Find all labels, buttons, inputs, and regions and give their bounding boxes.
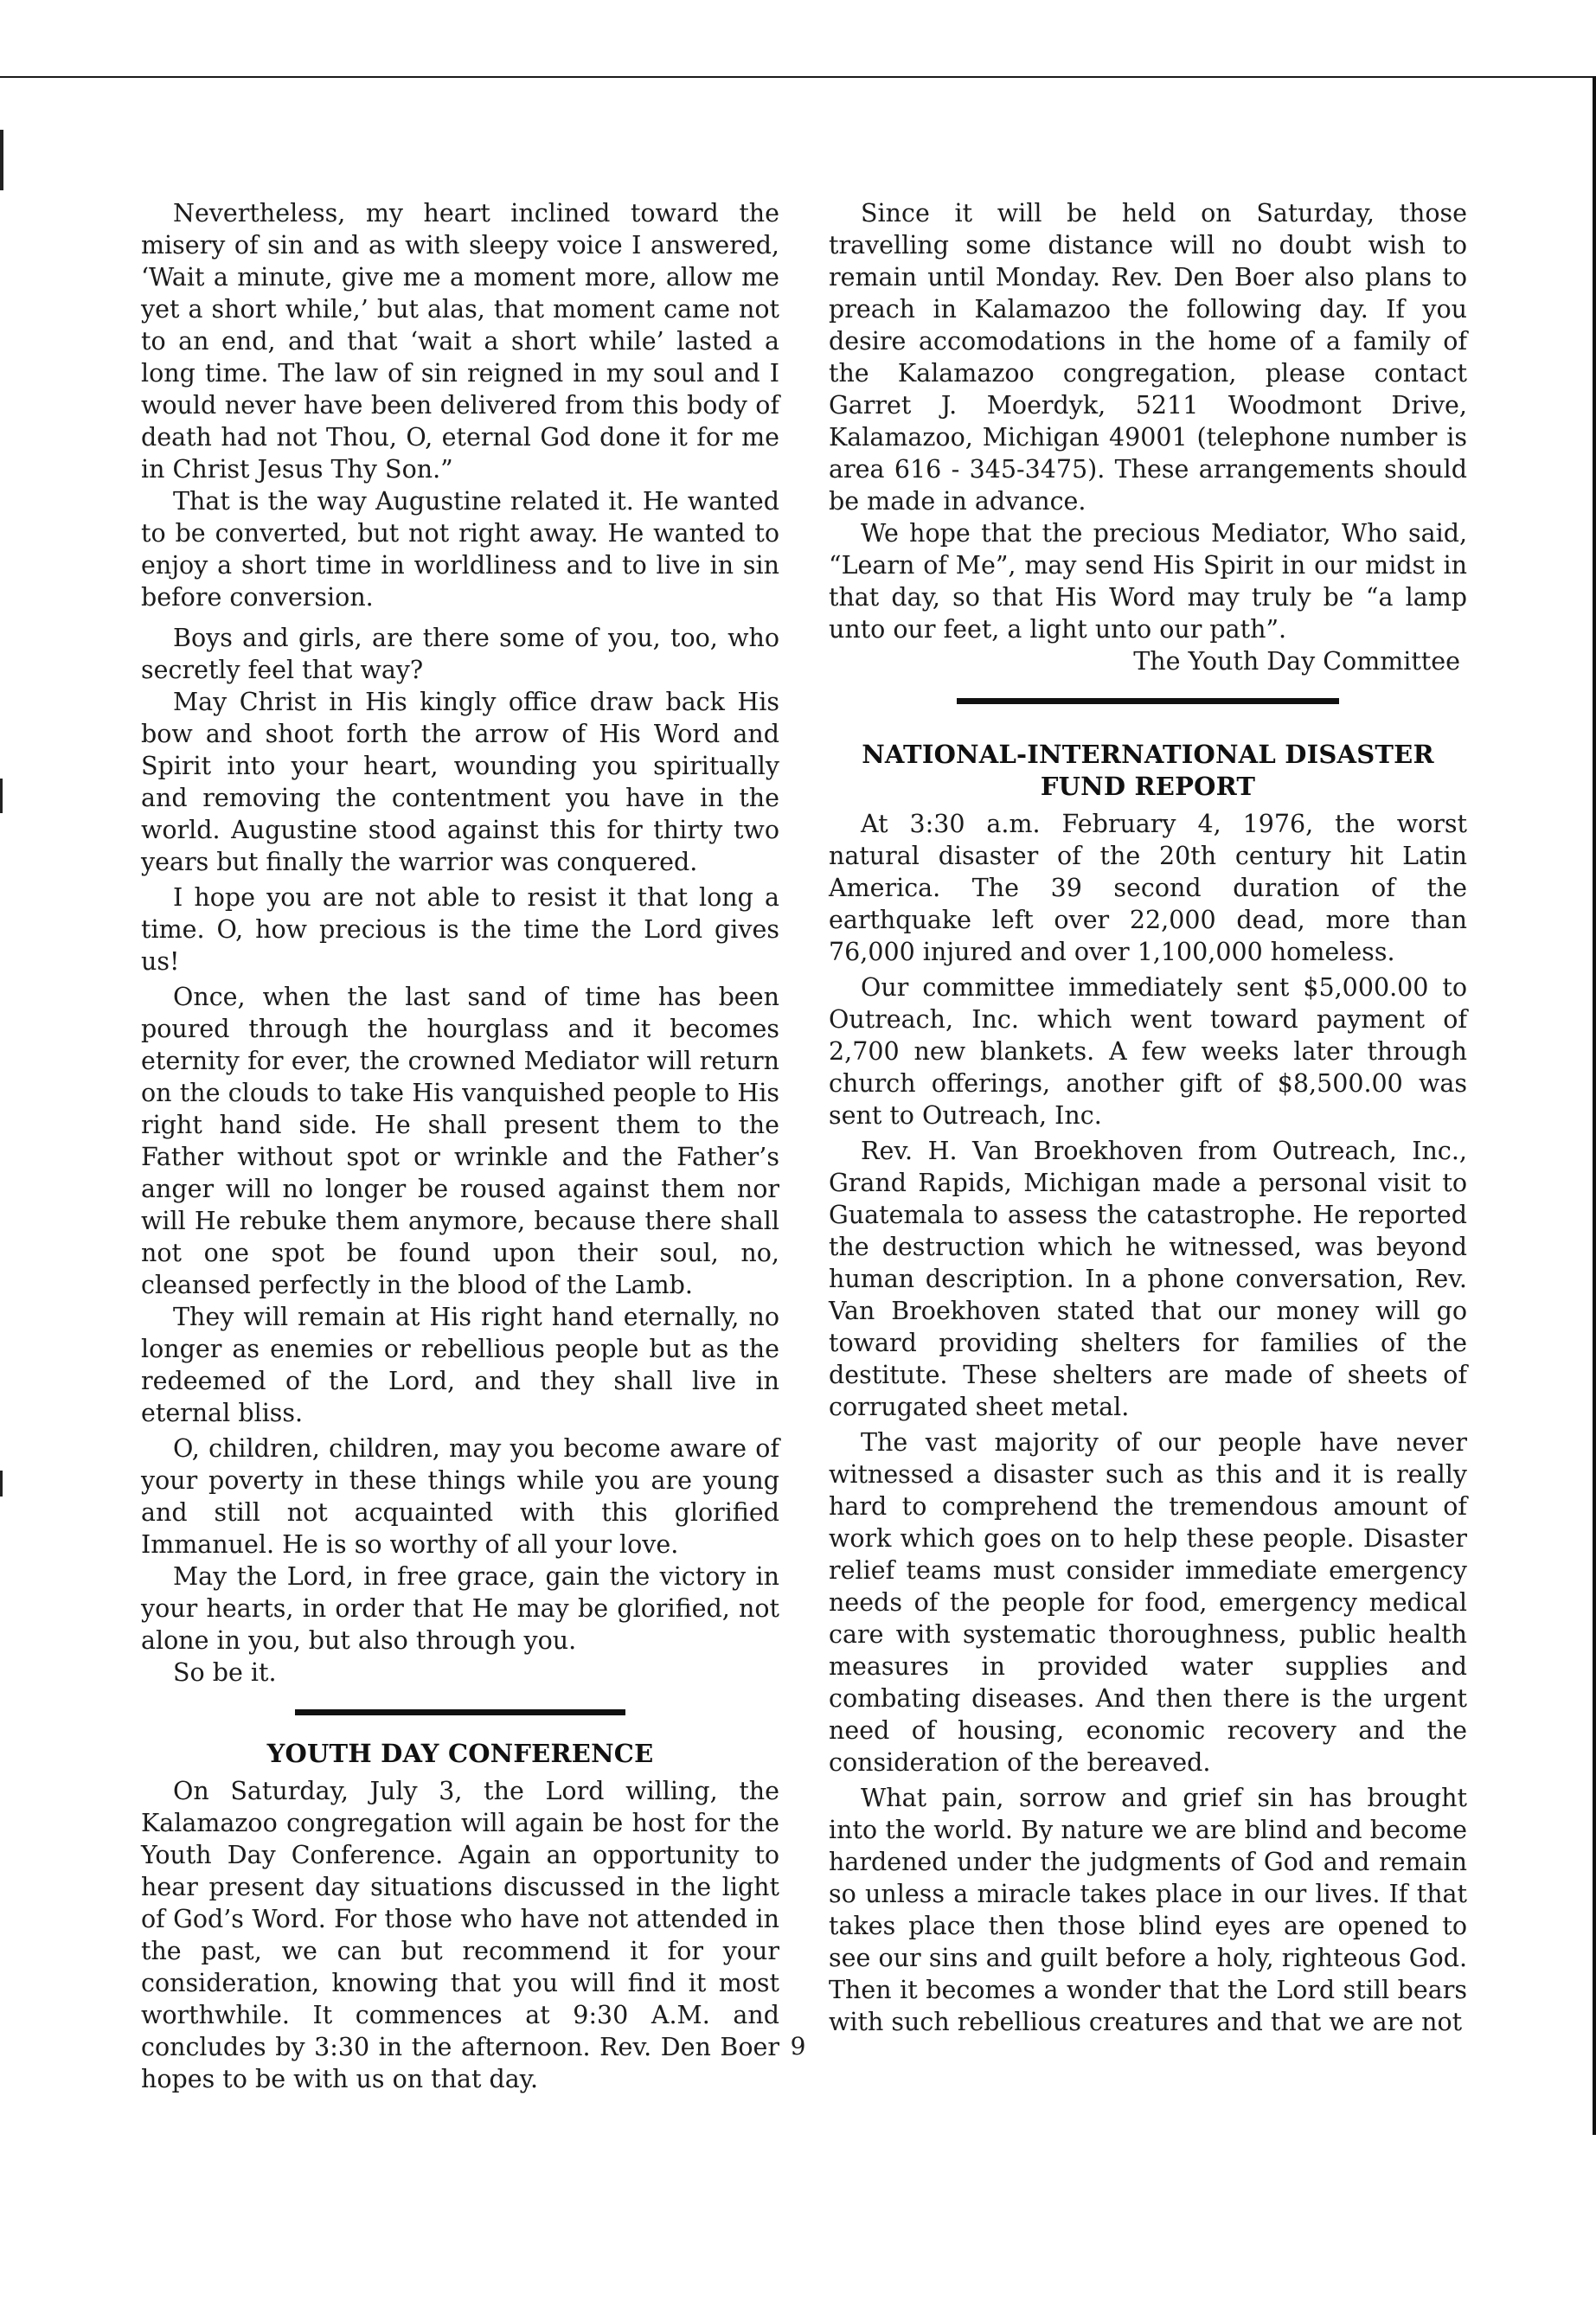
body-paragraph: That is the way Augustine related it. He wanted to be converted, but not right away. He wanted to enjoy a short time in worldliness and to live in sin before conversion. <box>141 487 779 612</box>
body-paragraph: May the Lord, in free grace, gain the victory in your hearts, in order that He may be glorified, not alone in you, but also through you. <box>141 1562 779 1655</box>
scan-left-mark <box>0 1471 3 1497</box>
body-paragraph: I hope you are not able to resist it that long a time. O, how precious is the time the Lord gives us! <box>141 883 779 976</box>
youth-day-paragraph: On Saturday, July 3, the Lord willing, the Kalamazoo congregation will again be host for the Youth Day Conference. Again an opportunity to hear present day situations discussed in the light of God’s Word. For those who have not attended in the past, we can but recommend it for your consideration, knowing that you will find it most worthwhile. It commences at 9:30 A.M. and concludes by 3:30 in the afternoon. Rev. Den Boer hopes to be with us on that day. <box>141 1777 779 2093</box>
disaster-fund-paragraph: Rev. H. Van Broekhoven from Outreach, Inc., Grand Rapids, Michigan made a personal visit to Guatemala to assess the catastrophe. He reported the destruction which he witnessed, was beyond human description. In a phone conversation, Rev. Van Broekhoven stated that our money will go toward providing shelters for families of the destitute. These shelters are made of sheets of corrugated sheet metal. <box>829 1137 1467 1421</box>
body-paragraph: O, children, children, may you become aware of your poverty in these things while you are young and still not acquainted with this glorified Immanuel. He is so worthy of all your love. <box>141 1434 779 1559</box>
disaster-fund-paragraph: At 3:30 a.m. February 4, 1976, the worst natural disaster of the 20th century hit Latin America. The 39 second duration of the earthquake left over 22,000 dead, more than 76,000 injured and over 1,100,000 homeless. <box>829 810 1467 966</box>
section-divider <box>295 1709 625 1715</box>
body-paragraph: They will remain at His right hand eternally, no longer as enemies or rebellious people but as the redeemed of the Lord, and they shall live in eternal bliss. <box>141 1303 779 1427</box>
right-column <box>829 197 1467 2038</box>
body-paragraph: Once, when the last sand of time has been poured through the hourglass and it becomes eternity for ever, the crowned Mediator will return on the clouds to take His vanquished people to His right hand side. He shall present them to the Father without spot or wrinkle and the Father’s anger will no longer be roused against them nor will He rebuke them anymore, because there shall not one spot be found upon their soul, no, cleansed perfectly in the blood of the Lamb. <box>141 983 779 1299</box>
left-column <box>141 197 779 2095</box>
body-paragraph: May Christ in His kingly office draw back His bow and shoot forth the arrow of His Word and Spirit into your heart, wounding you spiritually and removing the contentment you have in the world. Augustine stood against this for thirty two years but finally the warrior was conquered. <box>141 688 779 876</box>
disaster-fund-paragraph: The vast majority of our people have never witnessed a disaster such as this and it is really hard to comprehend the tremendous amount of work which goes on to help these people. Disaster relief teams must consider immediate emergency needs of the people for food, emergency medical care with systematic thoroughness, public health measures in provided water supplies and combating diseases. And then there is the urgent need of housing, economic recovery and the consideration of the bereaved. <box>829 1428 1467 1777</box>
disaster-fund-heading <box>829 739 1467 803</box>
disaster-fund-paragraph: Our committee immediately sent $5,000.00 to Outreach, Inc. which went toward payment of 2,700 new blankets. A few weeks later through church offerings, another gift of $8,500.00 was sent to Outreach, Inc. <box>829 973 1467 1130</box>
youth-day-continued-paragraph: We hope that the precious Mediator, Who said, “Learn of Me”, may send His Spirit in our midst in that day, so that His Word may truly be “a lamp unto our feet, a light unto our path”. <box>829 519 1467 644</box>
closing-line: So be it. <box>173 1658 277 1687</box>
disaster-fund-paragraph: What pain, sorrow and grief sin has brought into the world. By nature we are blind and become hardened under the judgments of God and remain so unless a miracle takes place in our lives. If that takes place then those blind eyes are opened to see our sins and guilt before a holy, righteous God. Then it becomes a wonder that the Lord still bears with such rebellious creatures and that we are not <box>829 1784 1467 2036</box>
body-paragraph: Boys and girls, are there some of you, too, who secretly feel that way? <box>141 624 779 684</box>
youth-day-heading: YOUTH DAY CONFERENCE <box>266 1739 654 1768</box>
scan-left-mark <box>0 779 3 813</box>
page-number: 9 <box>790 2032 806 2061</box>
body-paragraph: Nevertheless, my heart inclined toward the misery of sin and as with sleepy voice I answered, ‘Wait a minute, give me a moment more, allow me yet a short while,’ but alas, that moment came not to an end, and that ‘wait a short while’ lasted a long time. The law of sin reigned in my soul and I would never have been delivered from this body of death had not Thou, O, eternal God done it for me in Christ Jesus Thy Son.” <box>141 199 779 484</box>
committee-signature: The Youth Day Committee <box>1133 647 1460 676</box>
scan-right-edge <box>1593 76 1596 2135</box>
scan-left-mark <box>0 130 3 190</box>
disaster-fund-heading-line1: NATIONAL-INTERNATIONAL DISASTER <box>862 740 1434 769</box>
youth-day-continued-paragraph: Since it will be held on Saturday, those travelling some distance will no doubt wish to remain until Monday. Rev. Den Boer also plans to preach in Kalamazoo the following day. If you desire accomodations in the home of a family of the Kalamazoo congregation, please contact Garret J. Moerdyk, 5211 Woodmont Drive, Kalamazoo, Michigan 49001 (telephone number is area 616 - 345-3475). These arrangements should be made in advance. <box>829 199 1467 516</box>
scan-top-edge <box>0 76 1596 78</box>
section-divider <box>957 698 1339 704</box>
disaster-fund-heading-line2: FUND REPORT <box>1040 772 1256 801</box>
